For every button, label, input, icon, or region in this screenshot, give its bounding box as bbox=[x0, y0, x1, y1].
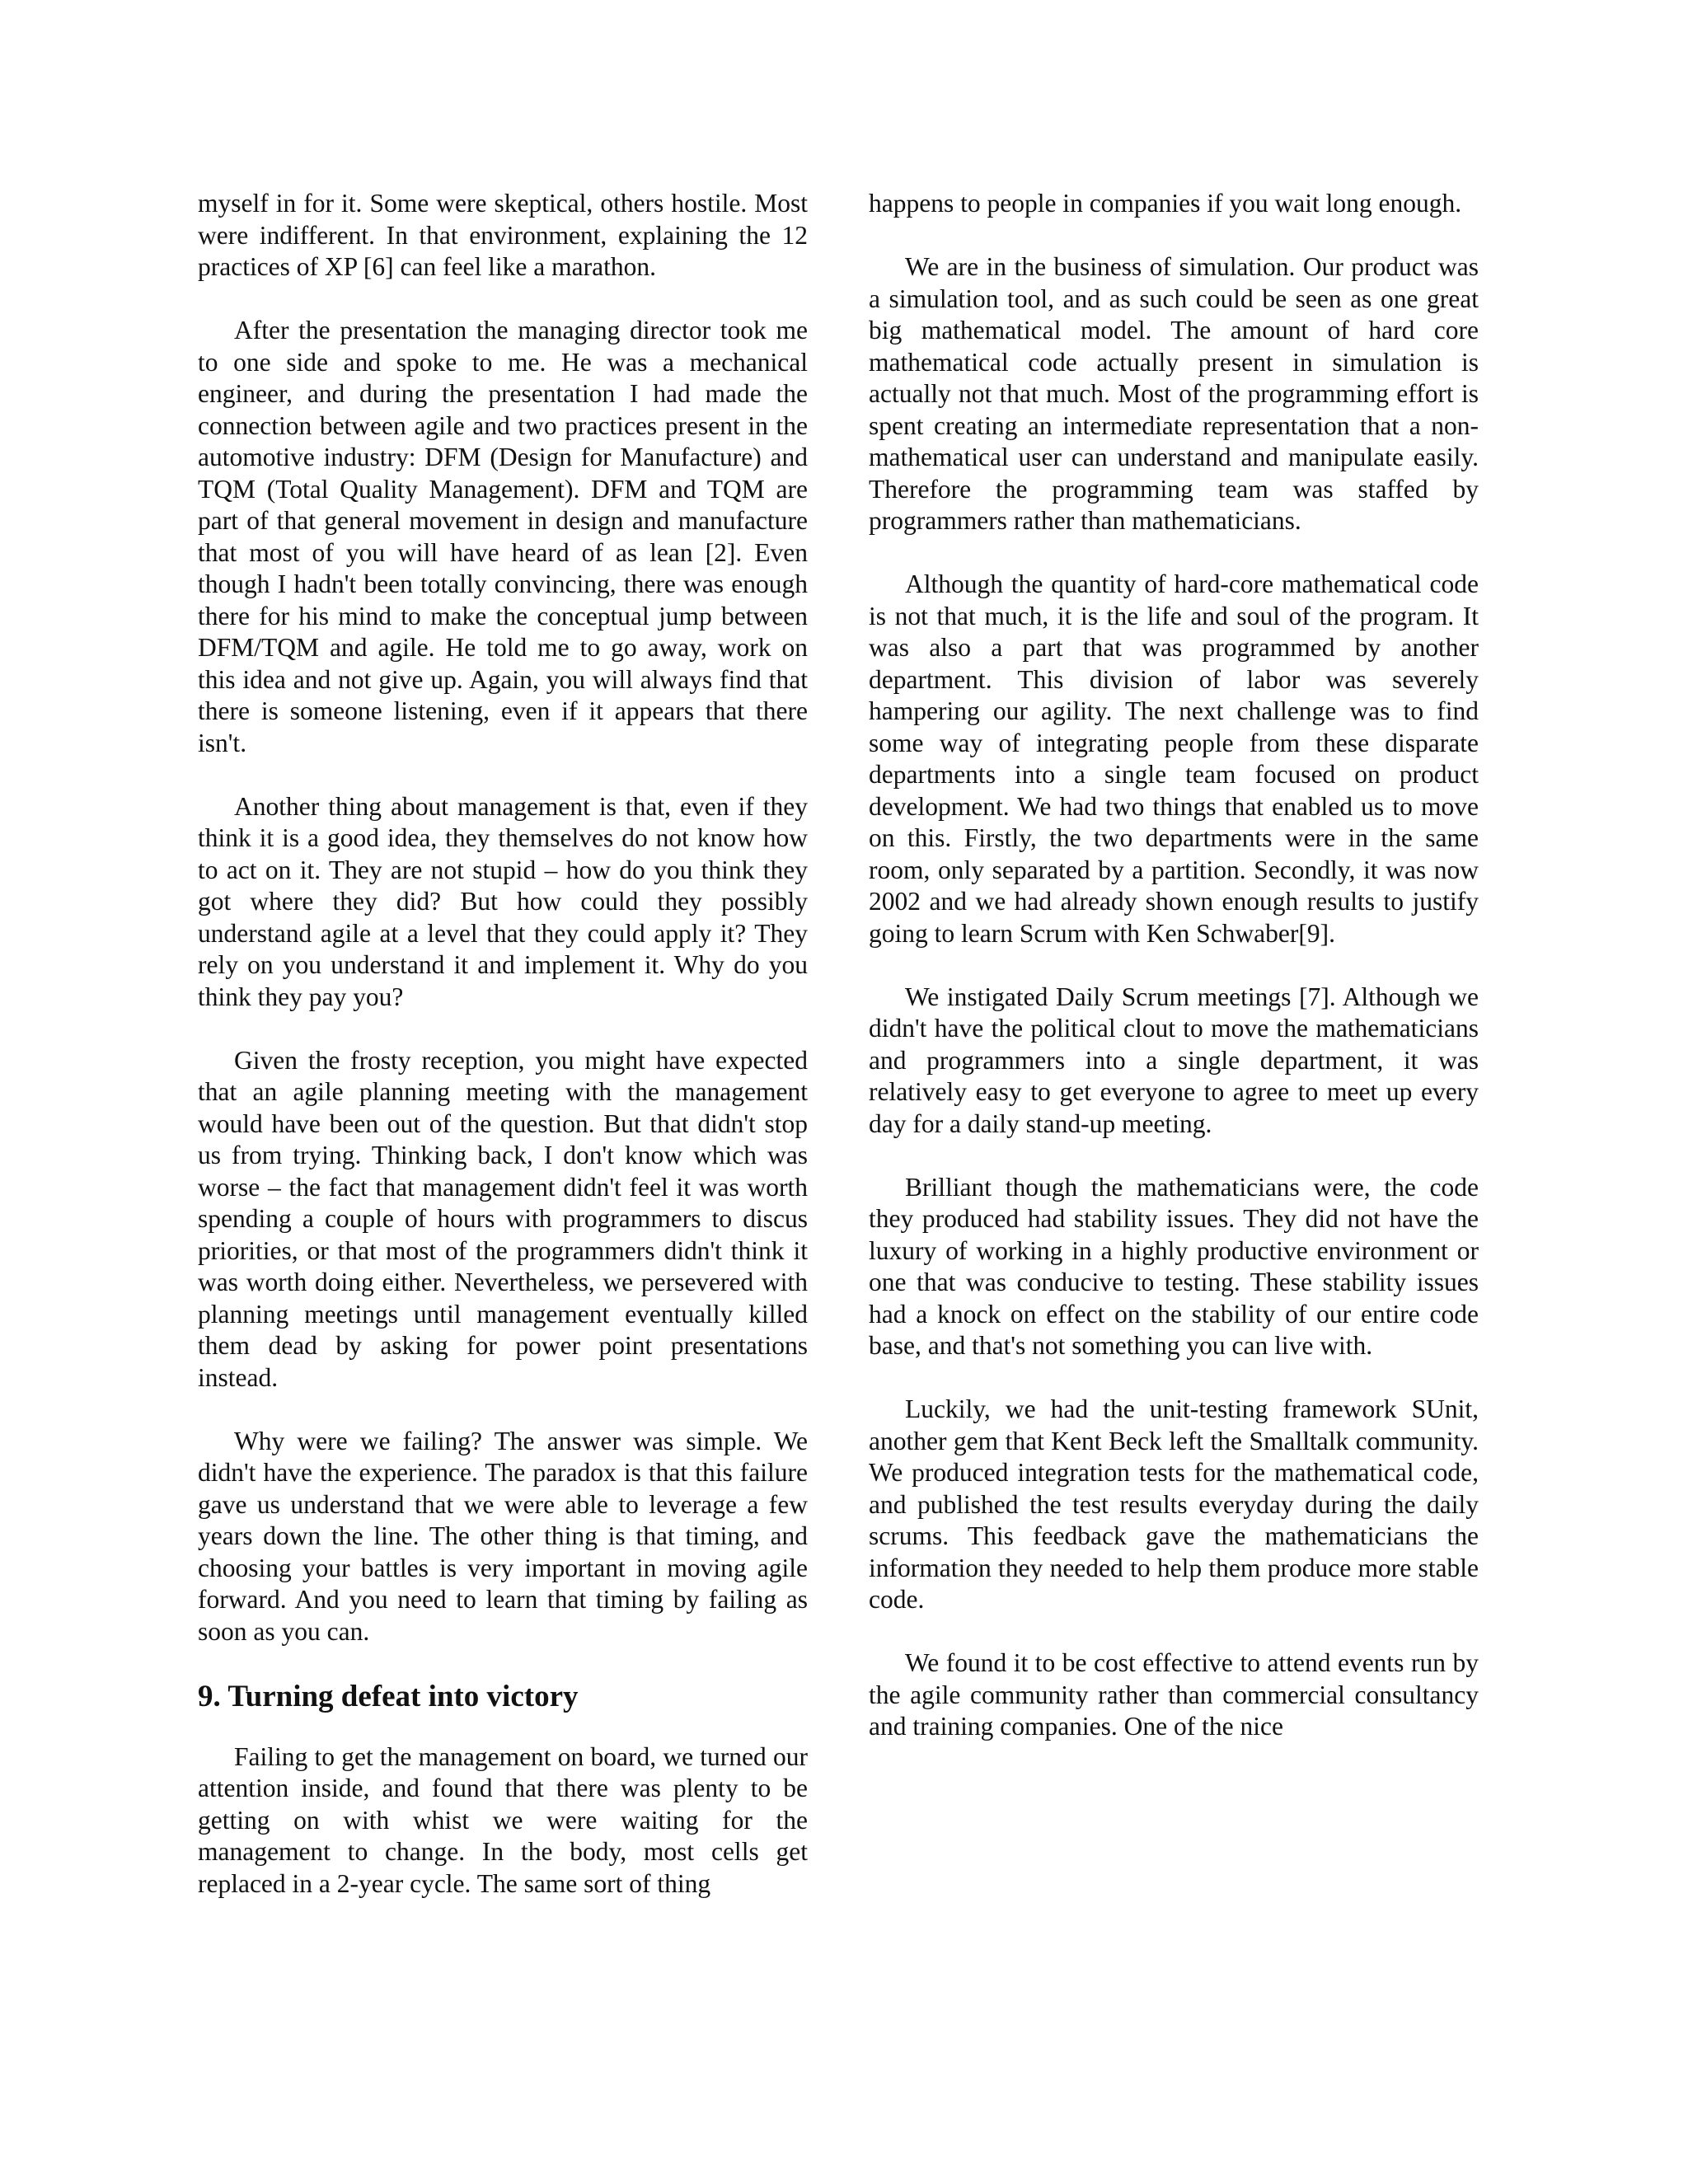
body-paragraph: myself in for it. Some were skeptical, others hostile. Most were indifferent. In that environment, explaining the 12 practices of XP [6] can feel like a marathon. bbox=[198, 189, 808, 281]
body-paragraph: We instigated Daily Scrum meetings [7]. Although we didn't have the political clout to move the mathematicians and programmers into a single department, it was relatively easy to get everyone to agree to meet up every day for a daily stand-up meeting. bbox=[869, 982, 1479, 1138]
body-paragraph: Why were we failing? The answer was simple. We didn't have the experience. The paradox is that this failure gave us understand that we were able to leverage a few years down the line. The other thing is that timing, and choosing your battles is very important in moving agile forward. And you need to learn that timing by failing as soon as you can. bbox=[198, 1426, 808, 1646]
body-paragraph: happens to people in companies if you wait long enough. bbox=[869, 189, 1462, 218]
body-paragraph: Although the quantity of hard-core mathematical code is not that much, it is the life and soul of the program. It was also a part that was programmed by another department. This division of labor was severely hampering our agility. The next challenge was to find some way of integrating people from these disparate departments into a single team focused on product development. We had two things that enabled us to move on this. Firstly, the two departments were in the same room, only separated by a partition. Secondly, it was now 2002 and we had already shown enough results to justify going to learn Scrum with Ken Schwaber[9]. bbox=[869, 569, 1479, 948]
right-column bbox=[869, 188, 1479, 1774]
body-paragraph: Another thing about management is that, even if they think it is a good idea, they themselves do not know how to act on it. They are not stupid – how do you think they got where they did? But how could they possibly understand agile at a level that they could apply it? They rely on you understand it and implement it. Why do you think they pay you? bbox=[198, 791, 808, 1011]
body-paragraph: Given the frosty reception, you might have expected that an agile planning meeting with the management would have been out of the question. But that didn't stop us from trying. Thinking back, I don't know which was worse – the fact that management didn't feel it was worth spending a couple of hours with programmers to discus priorities, or that most of the programmers didn't think it was worth doing either. Nevertheless, we persevered with planning meetings until management eventually killed them dead by asking for power point presentations instead. bbox=[198, 1045, 808, 1392]
body-paragraph: Failing to get the management on board, we turned our attention inside, and found that there was plenty to be getting on with whist we were waiting for the management to change. In the body, most cells get replaced in a 2-year cycle. The same sort of thing bbox=[198, 1741, 808, 1898]
body-paragraph: We found it to be cost effective to attend events run by the agile community rather than commercial consultancy and training companies. One of the nice bbox=[869, 1648, 1479, 1741]
body-paragraph: We are in the business of simulation. Our product was a simulation tool, and as such could be seen as one great big mathematical model. The amount of hard core mathematical code actually present in simulation is actually not that much. Most of the programming effort is spent creating an intermediate representation that a non-mathematical user can understand and manipulate easily. Therefore the programming team was staffed by programmers rather than mathematicians. bbox=[869, 252, 1479, 535]
left-column bbox=[198, 188, 808, 1932]
body-paragraph: After the presentation the managing director took me to one side and spoke to me. He was a mechanical engineer, and during the presentation I had made the connection between agile and two practices present in the automotive industry: DFM (Design for Manufacture) and TQM (Total Quality Management). DFM and TQM are part of that general movement in design and manufacture that most of you will have heard of as lean [2]. Even though I hadn't been totally convincing, there was enough there for his mind to make the conceptual jump between DFM/TQM and agile. He told me to go away, work on this idea and not give up. Again, you will always find that there is someone listening, even if it appears that there isn't. bbox=[198, 316, 808, 757]
section-heading: 9. Turning defeat into victory bbox=[198, 1679, 579, 1713]
body-paragraph: Luckily, we had the unit-testing framework SUnit, another gem that Kent Beck left the Smalltalk community. We produced integration tests for the mathematical code, and published the test results everyday during the daily scrums. This feedback gave the mathematicians the information they needed to help them produce more stable code. bbox=[869, 1394, 1479, 1614]
body-paragraph: Brilliant though the mathematicians were, the code they produced had stability issues. They did not have the luxury of working in a highly productive environment or one that was conducive to testing. These stability issues had a knock on effect on the stability of our entire code base, and that's not something you can live with. bbox=[869, 1172, 1479, 1360]
